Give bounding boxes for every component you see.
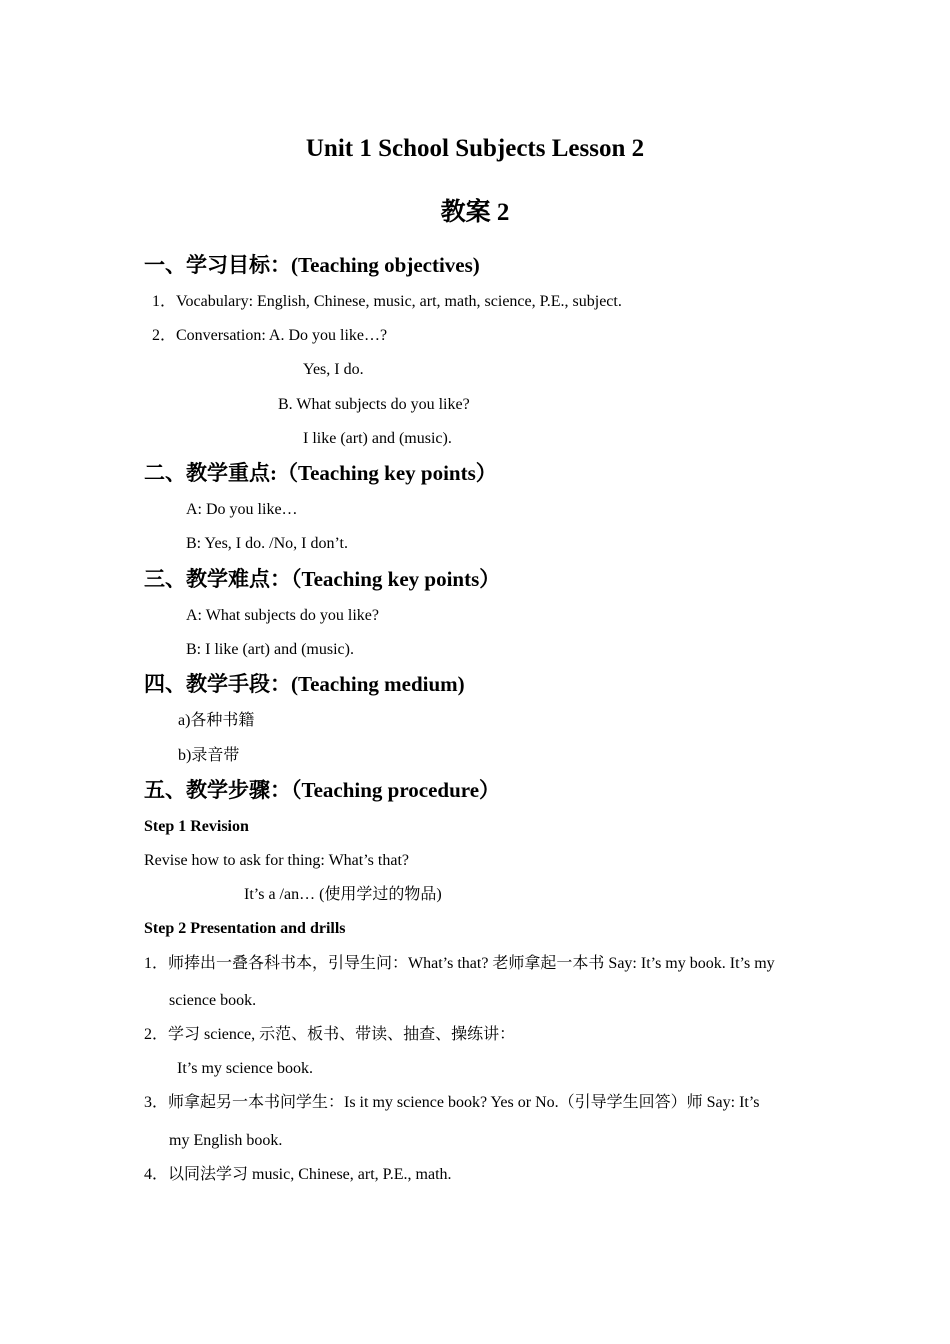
key-point-line-1: A: Do you like… xyxy=(186,501,298,518)
conversation-answer-a: Yes, I do. xyxy=(303,361,364,378)
difficult-point-line-1: A: What subjects do you like? xyxy=(186,607,379,624)
medium-item-books: a)各种书籍 xyxy=(178,712,255,729)
step-1-title: Step 1 Revision xyxy=(144,818,249,835)
procedure-item-1-line-2: science book. xyxy=(169,992,257,1009)
document-title: Unit 1 School Subjects Lesson 2 xyxy=(305,135,645,162)
procedure-item-2-line-2: It’s my science book. xyxy=(177,1060,313,1077)
procedure-item-3-line-1: 3．师拿起另一本书问学生：Is it my science book? Yes or No.（引导学生回答）师 Say: It’s xyxy=(144,1094,760,1111)
procedure-item-2-line-1: 2．学习 science, 示范、板书、带读、抽查、操练讲： xyxy=(144,1026,516,1043)
section-heading-difficult-points: 三、教学难点：（Teaching key points） xyxy=(144,567,501,591)
conversation-question-b: B. What subjects do you like? xyxy=(278,396,470,413)
medium-item-tapes: b)录音带 xyxy=(178,747,240,764)
difficult-point-line-2: B: I like (art) and (music). xyxy=(186,641,354,658)
procedure-item-1-line-1: 1．师捧出一叠各科书本，引导生问：What’s that? 老师拿起一本书 Say: It’s my book. It’s my xyxy=(144,955,775,972)
section-heading-procedure: 五、教学步骤：（Teaching procedure） xyxy=(144,778,501,802)
key-point-line-2: B: Yes, I do. /No, I don’t. xyxy=(186,535,348,552)
conversation-answer-b: I like (art) and (music). xyxy=(303,430,452,447)
section-heading-key-points: 二、教学重点:（Teaching key points） xyxy=(144,461,497,485)
step-1-line-1: Revise how to ask for thing: What’s that? xyxy=(144,852,409,869)
objective-conversation: 2．Conversation: A. Do you like…? xyxy=(152,327,388,344)
section-heading-objectives: 一、学习目标：(Teaching objectives) xyxy=(144,253,480,277)
document-subtitle: 教案 2 xyxy=(440,199,510,226)
objective-vocabulary: 1．Vocabulary: English, Chinese, music, art, math, science, P.E., subject. xyxy=(152,293,622,310)
step-2-title: Step 2 Presentation and drills xyxy=(144,920,346,937)
procedure-item-4-line-1: 4．以同法学习 music, Chinese, art, P.E., math. xyxy=(144,1166,452,1183)
procedure-item-3-line-2: my English book. xyxy=(169,1132,283,1149)
section-heading-medium: 四、教学手段：(Teaching medium) xyxy=(144,672,465,696)
step-1-line-2: It’s a /an… (使用学过的物品) xyxy=(244,886,442,903)
